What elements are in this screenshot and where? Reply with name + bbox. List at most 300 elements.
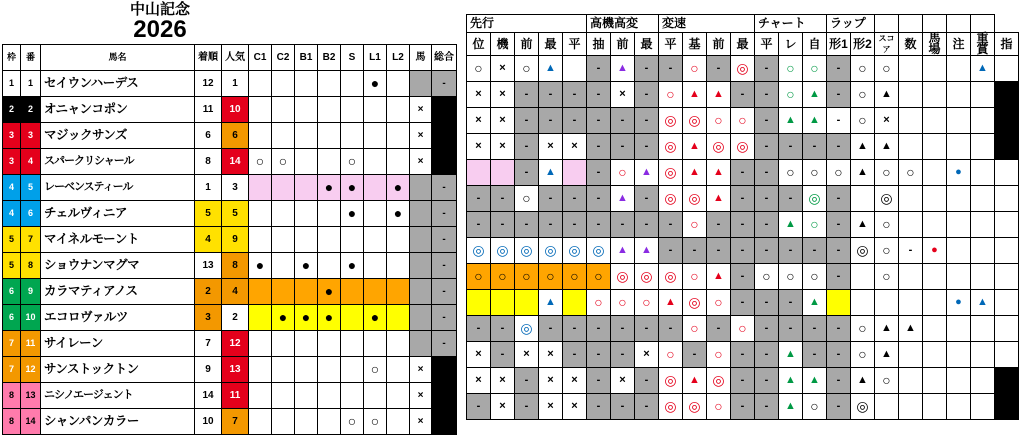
analysis-mark-cell: - [587,368,611,394]
analysis-mark-cell: ▲ [851,134,875,160]
analysis-mark-cell: ○ [851,342,875,368]
analysis-mark-cell [563,56,587,82]
analysis-mark-cell: - [539,212,563,238]
analysis-mark-cell: - [635,394,659,420]
header-b1: B1 [295,45,318,71]
analysis-mark-cell [971,394,995,420]
analysis-mark-cell: ○ [491,264,515,290]
analysis-mark-cell: ○ [683,56,707,82]
popularity-rank: 11 [222,383,249,409]
position-mark-cell [249,383,272,409]
analysis-mark-cell: - [779,186,803,212]
table-row[interactable] [467,108,1019,134]
analysis-mark-cell: ◎ [563,238,587,264]
analysis-mark-cell: - [587,212,611,238]
analysis-mark-cell: ○ [707,342,731,368]
analysis-mark-cell [995,290,1019,316]
analysis-mark-cell: - [491,186,515,212]
overall-mark-cell: - [432,331,457,357]
table-row[interactable] [3,305,457,331]
horse-name: オニャンコポン [41,97,195,123]
position-mark-cell: ○ [249,149,272,175]
position-mark-cell [249,123,272,149]
analysis-mark-cell: - [731,212,755,238]
horse-number: 6 [21,201,41,227]
analysis-subheader-row [467,33,1019,56]
analysis-mark-cell: - [611,134,635,160]
analysis-mark-cell: - [635,56,659,82]
analysis-mark-cell: × [611,82,635,108]
uma-mark-cell [410,175,432,201]
overall-mark-cell: - [432,253,457,279]
analysis-mark-cell: - [827,212,851,238]
position-mark-cell: ○ [272,149,295,175]
analysis-mark-cell [971,264,995,290]
uma-mark-cell [410,305,432,331]
table-row[interactable] [467,264,1019,290]
analysis-mark-cell [995,368,1019,394]
table-row[interactable] [3,123,457,149]
header-horse-name: 馬名 [41,45,195,71]
waku-number: 2 [3,97,21,123]
table-row[interactable] [3,357,457,383]
analysis-mark-cell: - [755,290,779,316]
analysis-mark-cell: ○ [635,290,659,316]
analysis-mark-cell [851,264,875,290]
analysis-mark-cell: ◎ [707,368,731,394]
analysis-mark-cell: ◎ [875,186,899,212]
analysis-mark-cell: - [659,238,683,264]
analysis-mark-cell: ○ [899,160,923,186]
table-row[interactable] [3,409,457,435]
header-number: 番 [21,45,41,71]
analysis-subheader-13: レ [779,33,803,56]
analysis-mark-cell: - [491,316,515,342]
analysis-mark-cell [971,82,995,108]
analysis-mark-cell [923,108,947,134]
analysis-mark-cell: - [755,394,779,420]
position-mark-cell: ● [341,201,364,227]
analysis-mark-cell [923,56,947,82]
analysis-mark-cell: - [587,342,611,368]
popularity-rank: 1 [222,71,249,97]
analysis-mark-cell: ● [923,238,947,264]
analysis-mark-cell [899,134,923,160]
table-row[interactable] [467,316,1019,342]
analysis-mark-cell: - [827,368,851,394]
table-row[interactable] [467,212,1019,238]
analysis-mark-cell: - [611,394,635,420]
horse-number: 5 [21,175,41,201]
position-mark-cell: ○ [341,149,364,175]
analysis-subheader-9: 基 [683,33,707,56]
position-mark-cell [272,123,295,149]
waku-number: 6 [3,305,21,331]
analysis-mark-cell: ▲ [707,160,731,186]
table-row[interactable] [3,201,457,227]
analysis-mark-cell: ◎ [515,238,539,264]
horse-entry-table [2,44,457,435]
analysis-mark-cell: - [755,316,779,342]
analysis-mark-cell: - [635,316,659,342]
position-mark-cell [295,357,318,383]
analysis-mark-cell [851,186,875,212]
analysis-mark-cell: ○ [515,186,539,212]
position-mark-cell [318,201,341,227]
position-mark-cell [341,71,364,97]
position-mark-cell [249,305,272,331]
analysis-mark-cell [947,134,971,160]
race-title-block [70,2,250,42]
position-mark-cell [295,279,318,305]
analysis-mark-cell: × [467,134,491,160]
analysis-mark-cell: - [827,342,851,368]
analysis-mark-cell: - [611,342,635,368]
popularity-rank: 6 [222,123,249,149]
waku-number: 8 [3,409,21,435]
analysis-mark-cell: ▲ [611,56,635,82]
horse-number: 11 [21,331,41,357]
analysis-mark-cell [947,108,971,134]
finish-position: 5 [195,201,222,227]
analysis-mark-cell: - [755,212,779,238]
position-mark-cell: ○ [364,409,387,435]
analysis-subheader-12: 平 [755,33,779,56]
analysis-subheader-22: 指 [995,33,1019,56]
position-mark-cell [364,227,387,253]
position-mark-cell [272,331,295,357]
analysis-mark-cell: ○ [683,264,707,290]
finish-position: 10 [195,409,222,435]
analysis-mark-cell [947,264,971,290]
popularity-rank: 8 [222,253,249,279]
header-b2: B2 [318,45,341,71]
table-row[interactable] [3,253,457,279]
analysis-group-x5 [875,15,899,33]
position-mark-cell [272,175,295,201]
uma-mark-cell [410,71,432,97]
horse-name: ショウナンマグマ [41,253,195,279]
analysis-subheader-10: 前 [707,33,731,56]
analysis-mark-cell: - [827,394,851,420]
analysis-mark-cell: ▲ [707,186,731,212]
header-waku: 枠 [3,45,21,71]
position-mark-cell [318,71,341,97]
analysis-mark-cell [947,238,971,264]
horse-name: シャンパンカラー [41,409,195,435]
header-c1: C1 [249,45,272,71]
analysis-mark-cell: - [491,212,515,238]
analysis-mark-cell [971,368,995,394]
analysis-mark-cell: - [731,82,755,108]
analysis-mark-cell: × [515,342,539,368]
analysis-mark-cell: ◎ [731,56,755,82]
position-mark-cell [318,227,341,253]
analysis-mark-cell: - [587,82,611,108]
table-row[interactable] [467,82,1019,108]
analysis-mark-cell: × [539,368,563,394]
position-mark-cell [318,253,341,279]
analysis-mark-cell: ○ [563,264,587,290]
position-mark-cell [249,97,272,123]
horse-number: 2 [21,97,41,123]
uma-mark-cell [410,331,432,357]
analysis-mark-cell: - [587,134,611,160]
analysis-mark-cell: - [827,134,851,160]
table-row[interactable] [467,368,1019,394]
analysis-mark-cell [995,56,1019,82]
analysis-mark-cell: - [731,264,755,290]
analysis-mark-cell: × [563,368,587,394]
analysis-mark-cell: ◎ [683,108,707,134]
analysis-mark-cell: ▲ [635,238,659,264]
analysis-mark-cell: ▲ [971,56,995,82]
analysis-mark-cell: ○ [779,82,803,108]
position-mark-cell [249,227,272,253]
horse-name: エコロヴァルツ [41,305,195,331]
analysis-mark-cell [995,134,1019,160]
analysis-mark-cell: ▲ [875,134,899,160]
analysis-mark-cell: ◎ [803,186,827,212]
overall-mark-cell [432,409,457,435]
analysis-mark-cell: - [803,316,827,342]
analysis-mark-cell: ▲ [779,342,803,368]
analysis-mark-cell: - [755,238,779,264]
overall-mark-cell: - [432,71,457,97]
analysis-subheader-3: 最 [539,33,563,56]
analysis-subheader-2: 前 [515,33,539,56]
analysis-mark-cell: ▲ [683,368,707,394]
position-mark-cell [387,357,410,383]
analysis-mark-cell [827,290,851,316]
analysis-mark-cell: ○ [611,290,635,316]
horse-name: マジックサンズ [41,123,195,149]
table-row[interactable] [3,279,457,305]
analysis-mark-cell: ○ [803,56,827,82]
position-mark-cell [249,279,272,305]
uma-mark-cell [410,279,432,305]
analysis-mark-cell: ○ [707,290,731,316]
position-mark-cell [364,201,387,227]
table-row[interactable] [467,134,1019,160]
analysis-mark-cell: ○ [587,264,611,290]
analysis-mark-cell [923,368,947,394]
position-mark-cell [272,279,295,305]
analysis-mark-cell [899,368,923,394]
analysis-mark-cell: ▲ [851,212,875,238]
table-row[interactable] [467,160,1019,186]
analysis-mark-cell: ○ [779,264,803,290]
analysis-mark-cell: - [563,186,587,212]
analysis-mark-cell: ▲ [875,316,899,342]
analysis-mark-cell: - [659,316,683,342]
analysis-mark-cell: ◎ [683,290,707,316]
overall-mark-cell: - [432,175,457,201]
horse-number: 7 [21,227,41,253]
horse-name: セイウンハーデス [41,71,195,97]
analysis-mark-cell: ◎ [659,264,683,290]
finish-position: 6 [195,123,222,149]
analysis-mark-cell: ○ [803,160,827,186]
analysis-mark-cell: - [539,186,563,212]
position-mark-cell [295,409,318,435]
analysis-mark-cell [947,394,971,420]
table-row[interactable] [467,56,1019,82]
table-row[interactable] [467,290,1019,316]
analysis-mark-cell: ▲ [779,108,803,134]
overall-mark-cell [432,357,457,383]
analysis-mark-cell: ○ [659,82,683,108]
analysis-mark-cell: ○ [875,212,899,238]
analysis-mark-cell: - [755,56,779,82]
position-mark-cell [364,175,387,201]
analysis-mark-cell [923,82,947,108]
analysis-group-ラップ: ラップ [827,15,875,33]
position-mark-cell [341,227,364,253]
overall-mark-cell [432,383,457,409]
popularity-rank: 7 [222,409,249,435]
analysis-subheader-7: 最 [635,33,659,56]
position-mark-cell [364,383,387,409]
finish-position: 7 [195,331,222,357]
analysis-mark-cell: ◎ [491,238,515,264]
waku-number: 8 [3,383,21,409]
analysis-subheader-16: 形2 [851,33,875,56]
position-mark-cell: ● [272,305,295,331]
analysis-mark-cell: - [491,342,515,368]
horse-name: チェルヴィニア [41,201,195,227]
position-mark-cell: ● [318,175,341,201]
analysis-mark-cell: - [779,316,803,342]
analysis-mark-cell: - [731,186,755,212]
analysis-mark-cell [851,290,875,316]
analysis-mark-cell: × [467,108,491,134]
table-row[interactable] [3,383,457,409]
analysis-mark-cell: - [707,212,731,238]
analysis-mark-cell: - [731,238,755,264]
analysis-mark-cell: - [635,134,659,160]
analysis-subheader-18: 数 [899,33,923,56]
horse-number: 3 [21,123,41,149]
finish-position: 9 [195,357,222,383]
table-row[interactable] [3,331,457,357]
analysis-mark-cell: ○ [851,108,875,134]
analysis-mark-cell: - [539,82,563,108]
table-row[interactable] [467,394,1019,420]
position-mark-cell [295,149,318,175]
analysis-mark-cell [995,394,1019,420]
analysis-mark-cell: × [635,342,659,368]
table-row[interactable] [3,175,457,201]
analysis-mark-cell: - [587,394,611,420]
analysis-mark-cell: - [779,290,803,316]
analysis-mark-cell: ◎ [731,134,755,160]
analysis-mark-cell: ○ [515,56,539,82]
analysis-mark-cell: - [587,160,611,186]
overall-mark-cell [432,149,457,175]
analysis-mark-cell: × [539,342,563,368]
position-mark-cell [249,409,272,435]
position-mark-cell [341,305,364,331]
analysis-mark-cell: - [827,264,851,290]
table-row[interactable] [3,149,457,175]
waku-number: 3 [3,149,21,175]
analysis-mark-cell: ◎ [683,186,707,212]
analysis-mark-cell: ○ [875,160,899,186]
position-mark-cell [341,383,364,409]
analysis-mark-cell: × [611,368,635,394]
finish-position: 8 [195,149,222,175]
position-mark-cell [387,123,410,149]
analysis-mark-cell: × [491,134,515,160]
analysis-mark-cell [995,342,1019,368]
analysis-mark-cell: - [515,82,539,108]
table-row[interactable] [3,71,457,97]
table-row[interactable] [467,186,1019,212]
waku-number: 6 [3,279,21,305]
position-mark-cell: ○ [364,357,387,383]
finish-position: 1 [195,175,222,201]
analysis-mark-cell: ▲ [875,342,899,368]
waku-number: 5 [3,227,21,253]
overall-mark-cell: - [432,227,457,253]
analysis-mark-cell: - [899,238,923,264]
header-s: S [341,45,364,71]
horse-number: 8 [21,253,41,279]
position-mark-cell: ● [387,175,410,201]
analysis-mark-cell: - [731,342,755,368]
analysis-mark-cell [899,342,923,368]
analysis-mark-cell: ○ [875,56,899,82]
analysis-mark-cell [923,342,947,368]
analysis-mark-cell: - [707,56,731,82]
analysis-mark-cell: - [755,134,779,160]
analysis-mark-cell: ○ [467,56,491,82]
analysis-mark-cell [875,394,899,420]
analysis-mark-cell: - [779,238,803,264]
analysis-mark-cell: ◎ [851,394,875,420]
analysis-mark-cell: - [515,394,539,420]
analysis-mark-cell [995,108,1019,134]
analysis-mark-cell: ▲ [803,368,827,394]
analysis-mark-cell: - [827,56,851,82]
analysis-mark-cell: ○ [587,290,611,316]
analysis-mark-cell: - [563,316,587,342]
table-row[interactable] [3,227,457,253]
analysis-mark-cell: ○ [803,264,827,290]
position-mark-cell: ● [249,253,272,279]
table-row[interactable] [3,97,457,123]
horse-number: 4 [21,149,41,175]
analysis-mark-cell: ◎ [539,238,563,264]
table-row[interactable] [467,342,1019,368]
position-mark-cell [341,331,364,357]
analysis-mark-cell: - [731,394,755,420]
analysis-mark-cell: - [827,316,851,342]
position-mark-cell: ● [295,253,318,279]
position-mark-cell [387,331,410,357]
position-mark-cell [295,175,318,201]
table-row[interactable] [467,238,1019,264]
analysis-mark-cell: - [659,56,683,82]
position-mark-cell [364,253,387,279]
analysis-mark-cell: × [539,134,563,160]
analysis-mark-cell: ▲ [611,186,635,212]
analysis-mark-cell [971,160,995,186]
analysis-mark-cell: - [467,186,491,212]
analysis-mark-cell: ▲ [659,290,683,316]
analysis-mark-cell: - [659,212,683,238]
